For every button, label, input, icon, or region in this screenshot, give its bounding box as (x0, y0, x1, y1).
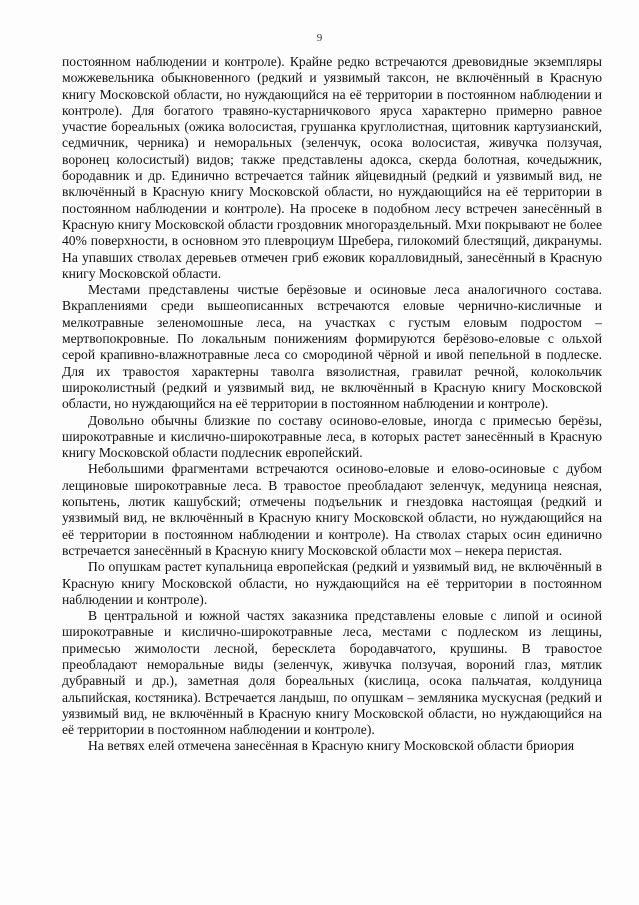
paragraph-2: Местами представлены чистые берёзовые и осиновые леса аналогичного состава. Вкраплениями среди вышеописанных встречаются еловые чернично-кисличные и мелкотравные зеленомошные леса, на участках с густым еловым подростом – мертвопокровные. По локальным понижениям формируются берёзово-еловые с ольхой серой крапивно-влажнотравные леса со смородиной чёрной и ивой пепельной в подлеске. Для их травостоя характерны таволга вязолистная, гравилат речной, колокольчик широколистный (редкий и уязвимый вид, не включённый в Красную книгу Московской области, но нуждающийся на её территории в постоянном наблюдении и контроле). (62, 282, 602, 412)
paragraph-4: Небольшими фрагментами встречаются осиново-еловые и елово-осиновые с дубом лещиновые широкотравные леса. В травостое преобладают зеленчук, медуница неясная, копытень, лютик кашубский; отмечены подъельник и гнездовка настоящая (редкий и уязвимый вид, не включённый в Красную книгу Московской области, но нуждающийся на её территории в постоянном наблюдении и контроле). На стволах старых осин единично встречается занесённый в Красную книгу Московской области мох – некера перистая. (62, 461, 602, 558)
document-text (62, 54, 602, 755)
paragraph-6: В центральной и южной частях заказника представлены еловые с липой и осиной широкотравные и кислично-широкотравные леса, местами с подлеском из лещины, примесью жимолости лесной, бересклета бородавчатого, крушины. В травостое преобладают неморальные виды (зеленчук, живучка ползучая, вороний глаз, мятлик дубравный и др.), заметная доля бореальных (кислица, осока пальчатая, колдуница альпийская, костяника). Встречается ландыш, по опушкам – земляника мускусная (редкий и уязвимый вид, не включённый в Красную книгу Московской области, но нуждающийся на её территории в постоянном наблюдении и контроле). (62, 608, 602, 738)
paragraph-5: По опушкам растет купальница европейская (редкий и уязвимый вид, не включённый в Красную книгу Московской области, но нуждающийся на её территории в постоянном наблюдении и контроле). (62, 559, 602, 607)
paragraph-1: постоянном наблюдении и контроле). Крайне редко встречаются древовидные экземпляры можжевельника обыкновенного (редкий и уязвимый таксон, не включённый в Красную книгу Московской области, но нуждающийся на её территории в постоянном наблюдении и контроле). Для богатого травяно-кустарничкового яруса характерно примерно равное участие бореальных (ожика волосистая, грушанка круглолистная, щитовник картузианский, седмичник, черника) и неморальных (зеленчук, осока волосистая, живучка ползучая, воронец колосистый) видов; также представлены адокса, скерда болотная, кочедыжник, бородавник и др. Единично встречается тайник яйцевидный (редкий и уязвимый вид, не включённый в Красную книгу Московской области, но нуждающийся на её территории в постоянном наблюдении и контроле). На просеке в подобном лесу встречен занесённый в Красную книгу Московской области гроздовник многораздельный. Мхи покрывают не более 40% поверхности, в основном это плевроциум Шребера, гилокомий блестящий, дикранумы. На упавших стволах деревьев отмечен гриб ежовик коралловидный, занесённый в Красную книгу Московской области. (62, 54, 602, 281)
paragraph-3: Довольно обычны близкие по составу осиново-еловые, иногда с примесью берёзы, широкотравные и кислично-широкотравные леса, в которых растет занесённый в Красную книгу Московской области подлесник европейский. (62, 412, 602, 461)
paragraph-7: На ветвях елей отмечена занесённая в Красную книгу Московской области бриория (88, 738, 575, 754)
page-number: 9 (316, 32, 323, 44)
